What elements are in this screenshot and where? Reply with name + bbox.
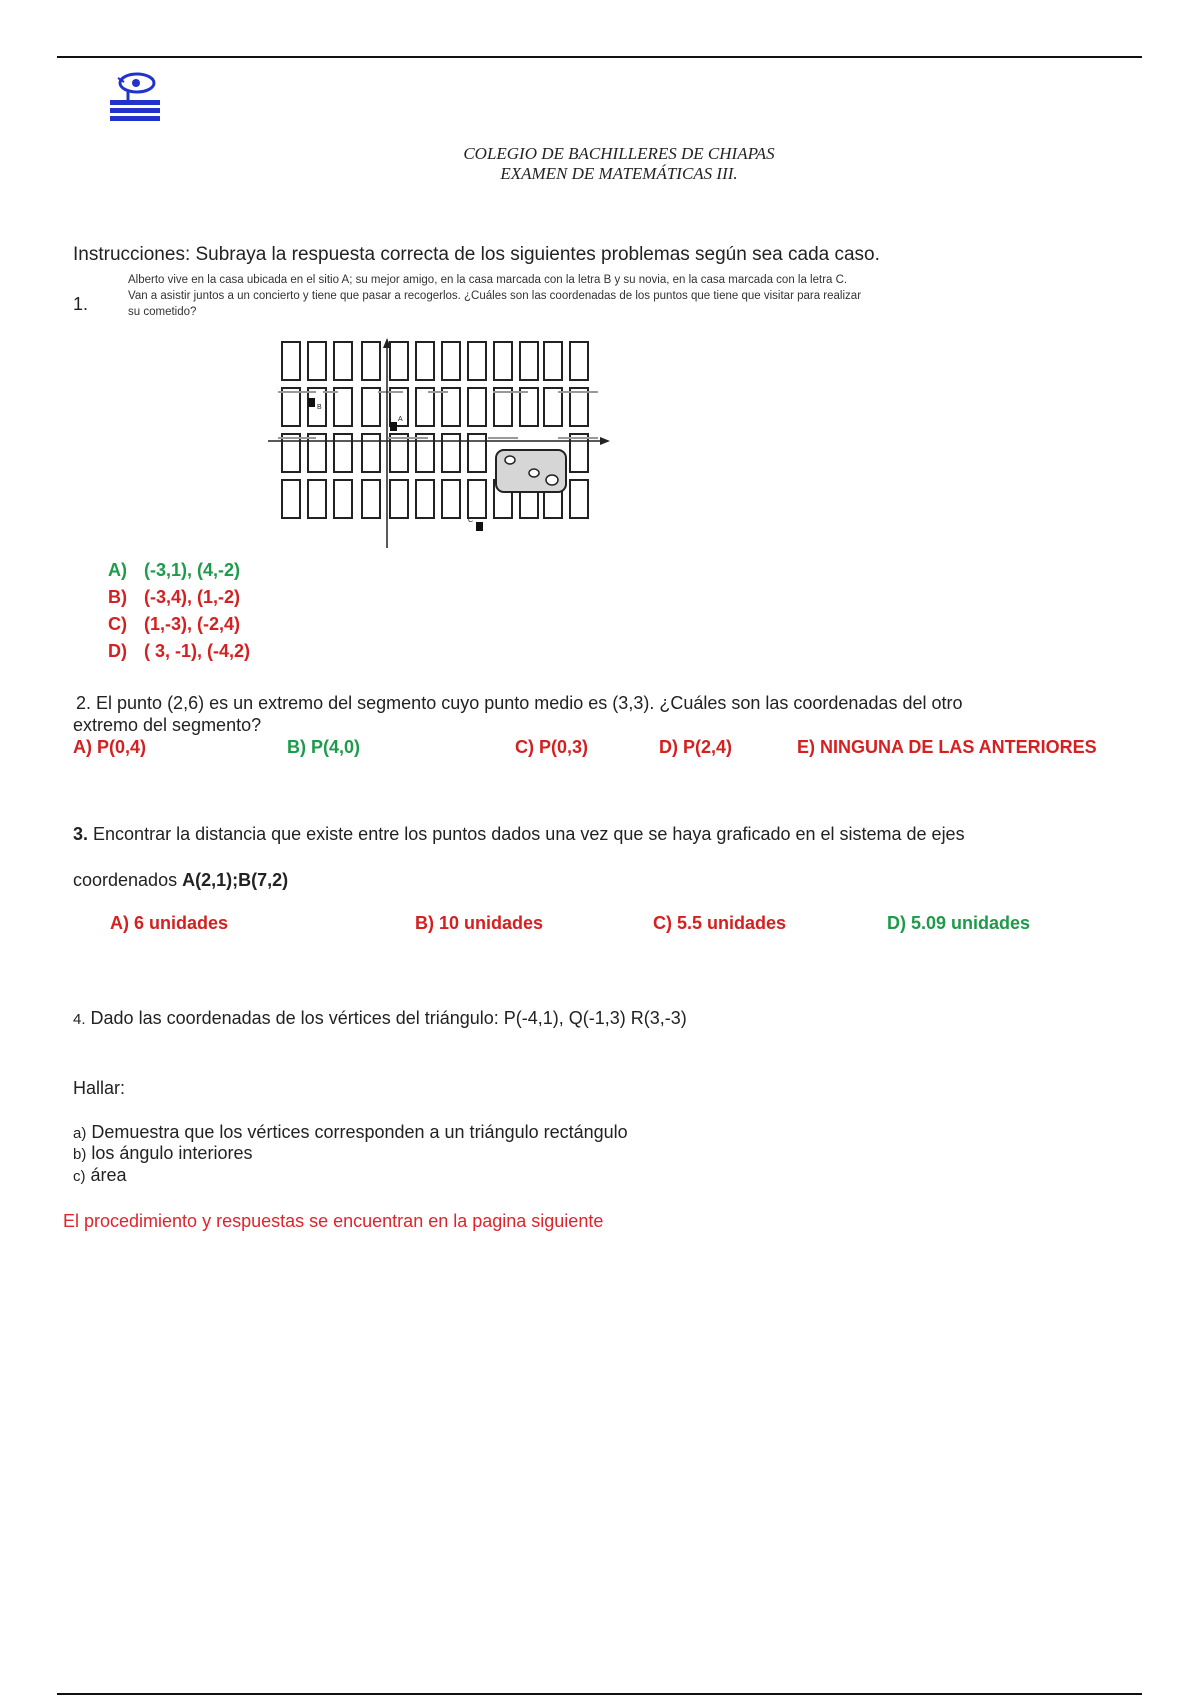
house-block bbox=[544, 342, 562, 380]
q4-item-c-letter: c) bbox=[73, 1168, 86, 1185]
house-block bbox=[494, 388, 512, 426]
q4-item-b-letter: b) bbox=[73, 1146, 87, 1163]
house-block bbox=[570, 342, 588, 380]
house-block bbox=[570, 434, 588, 472]
q2-option-d[interactable]: D) P(2,4) bbox=[659, 737, 733, 757]
house-block bbox=[362, 342, 380, 380]
house-block bbox=[362, 434, 380, 472]
q4-item-c: área bbox=[90, 1165, 127, 1185]
top-rule bbox=[57, 56, 1142, 58]
q1-option-b[interactable] bbox=[108, 587, 250, 614]
house-block bbox=[282, 434, 300, 472]
house-block bbox=[468, 434, 486, 472]
house-block bbox=[494, 342, 512, 380]
house-block bbox=[570, 388, 588, 426]
svg-text:A: A bbox=[398, 416, 403, 423]
q1-number: 1. bbox=[73, 294, 89, 314]
house-block bbox=[282, 342, 300, 380]
q2-option-a[interactable]: A) P(0,4) bbox=[73, 737, 147, 757]
marker-b bbox=[308, 398, 315, 407]
q1-neighborhood-map bbox=[268, 338, 614, 553]
house-block bbox=[390, 434, 408, 472]
q1-option-letter: A) bbox=[108, 560, 127, 580]
footer-note: El procedimiento y respuestas se encuentran en la pagina siguiente bbox=[63, 1211, 604, 1231]
svg-text:B: B bbox=[317, 404, 322, 411]
house-block bbox=[390, 480, 408, 518]
house-block bbox=[282, 480, 300, 518]
q1-option-text: (-3,1), (4,-2) bbox=[144, 560, 241, 580]
house-block bbox=[308, 480, 326, 518]
house-block bbox=[468, 480, 486, 518]
house-block bbox=[334, 434, 352, 472]
q4-find-label: Hallar: bbox=[73, 1078, 126, 1098]
q1-text-line1: Alberto vive en la casa ubicada en el sitio A; su mejor amigo, en la casa marcada con la letra B y su novia, en la casa marcada con la letra C. bbox=[128, 274, 848, 286]
q1-option-letter: C) bbox=[108, 614, 127, 634]
q1-text-line3: su cometido? bbox=[128, 306, 197, 318]
marker-c bbox=[476, 522, 483, 531]
marker-a bbox=[390, 422, 397, 431]
q2-option-b[interactable]: B) P(4,0) bbox=[287, 737, 361, 757]
house-block bbox=[416, 388, 434, 426]
house-block bbox=[390, 342, 408, 380]
house-block bbox=[362, 480, 380, 518]
q1-option-text: (1,-3), (-2,4) bbox=[144, 614, 241, 634]
house-block bbox=[334, 480, 352, 518]
q4-item-b: los ángulo interiores bbox=[91, 1143, 253, 1163]
q1-option-a[interactable] bbox=[108, 560, 250, 587]
q1-option-c[interactable] bbox=[108, 614, 250, 641]
house-block bbox=[544, 388, 562, 426]
house-block bbox=[416, 480, 434, 518]
school-name: COLEGIO DE BACHILLERES DE CHIAPAS bbox=[463, 144, 775, 163]
house-block bbox=[416, 342, 434, 380]
q1-option-d[interactable] bbox=[108, 641, 250, 668]
q3-text-line2-prefix: coordenados bbox=[73, 870, 183, 890]
house-block bbox=[334, 388, 352, 426]
q3-option-a[interactable]: A) 6 unidades bbox=[110, 913, 229, 933]
q4-text: Dado las coordenadas de los vértices del triángulo: P(-4,1), Q(-1,3) R(3,-3) bbox=[90, 1008, 687, 1028]
house-block bbox=[308, 342, 326, 380]
house-block bbox=[442, 342, 460, 380]
house-block bbox=[442, 480, 460, 518]
q4-number: 4. bbox=[73, 1011, 86, 1028]
svg-text:C: C bbox=[468, 517, 474, 524]
house-block bbox=[442, 388, 460, 426]
q3-option-d[interactable]: D) 5.09 unidades bbox=[887, 913, 1031, 933]
q1-option-letter: D) bbox=[108, 641, 127, 661]
house-block bbox=[468, 342, 486, 380]
q3-option-c[interactable]: C) 5.5 unidades bbox=[653, 913, 787, 933]
house-block bbox=[282, 388, 300, 426]
q1-option-text: ( 3, -1), (-4,2) bbox=[144, 641, 251, 661]
q1-option-text: (-3,4), (1,-2) bbox=[144, 587, 241, 607]
bottom-rule bbox=[57, 1693, 1142, 1695]
q3-number: 3. bbox=[73, 824, 89, 844]
house-block bbox=[468, 388, 486, 426]
house-block bbox=[520, 342, 538, 380]
q2-text-line2: extremo del segmento? bbox=[73, 715, 262, 735]
school-logo bbox=[108, 70, 166, 133]
q2-text-line1: 2. El punto (2,6) es un extremo del segmento cuyo punto medio es (3,3). ¿Cuáles son las coordenadas del otro bbox=[76, 693, 963, 713]
q4-item-a-letter: a) bbox=[73, 1125, 87, 1142]
house-block bbox=[416, 434, 434, 472]
q1-option-letter: B) bbox=[108, 587, 127, 607]
house-block bbox=[442, 434, 460, 472]
house-block bbox=[520, 388, 538, 426]
q1-options bbox=[108, 560, 250, 668]
house-block bbox=[362, 388, 380, 426]
house-block bbox=[334, 342, 352, 380]
instructions: Instrucciones: Subraya la respuesta correcta de los siguientes problemas según sea cada caso. bbox=[73, 244, 880, 265]
house-block bbox=[308, 434, 326, 472]
q3-points: A(2,1);B(7,2) bbox=[182, 870, 289, 890]
q2-option-c[interactable]: C) P(0,3) bbox=[515, 737, 589, 757]
exam-title: EXAMEN DE MATEMÁTICAS III. bbox=[500, 164, 738, 183]
q2-option-e[interactable]: E) NINGUNA DE LAS ANTERIORES bbox=[797, 737, 1097, 757]
q3-option-b[interactable]: B) 10 unidades bbox=[415, 913, 544, 933]
q3-text-line1: Encontrar la distancia que existe entre los puntos dados una vez que se haya graficado en el sistema de ejes bbox=[93, 824, 965, 844]
house-block bbox=[570, 480, 588, 518]
q4-item-a: Demuestra que los vértices corresponden a un triángulo rectángulo bbox=[91, 1122, 628, 1142]
q1-text-line2: Van a asistir juntos a un concierto y tiene que pasar a recogerlos. ¿Cuáles son las coordenadas de los puntos que tiene que visitar para realizar bbox=[128, 290, 862, 302]
